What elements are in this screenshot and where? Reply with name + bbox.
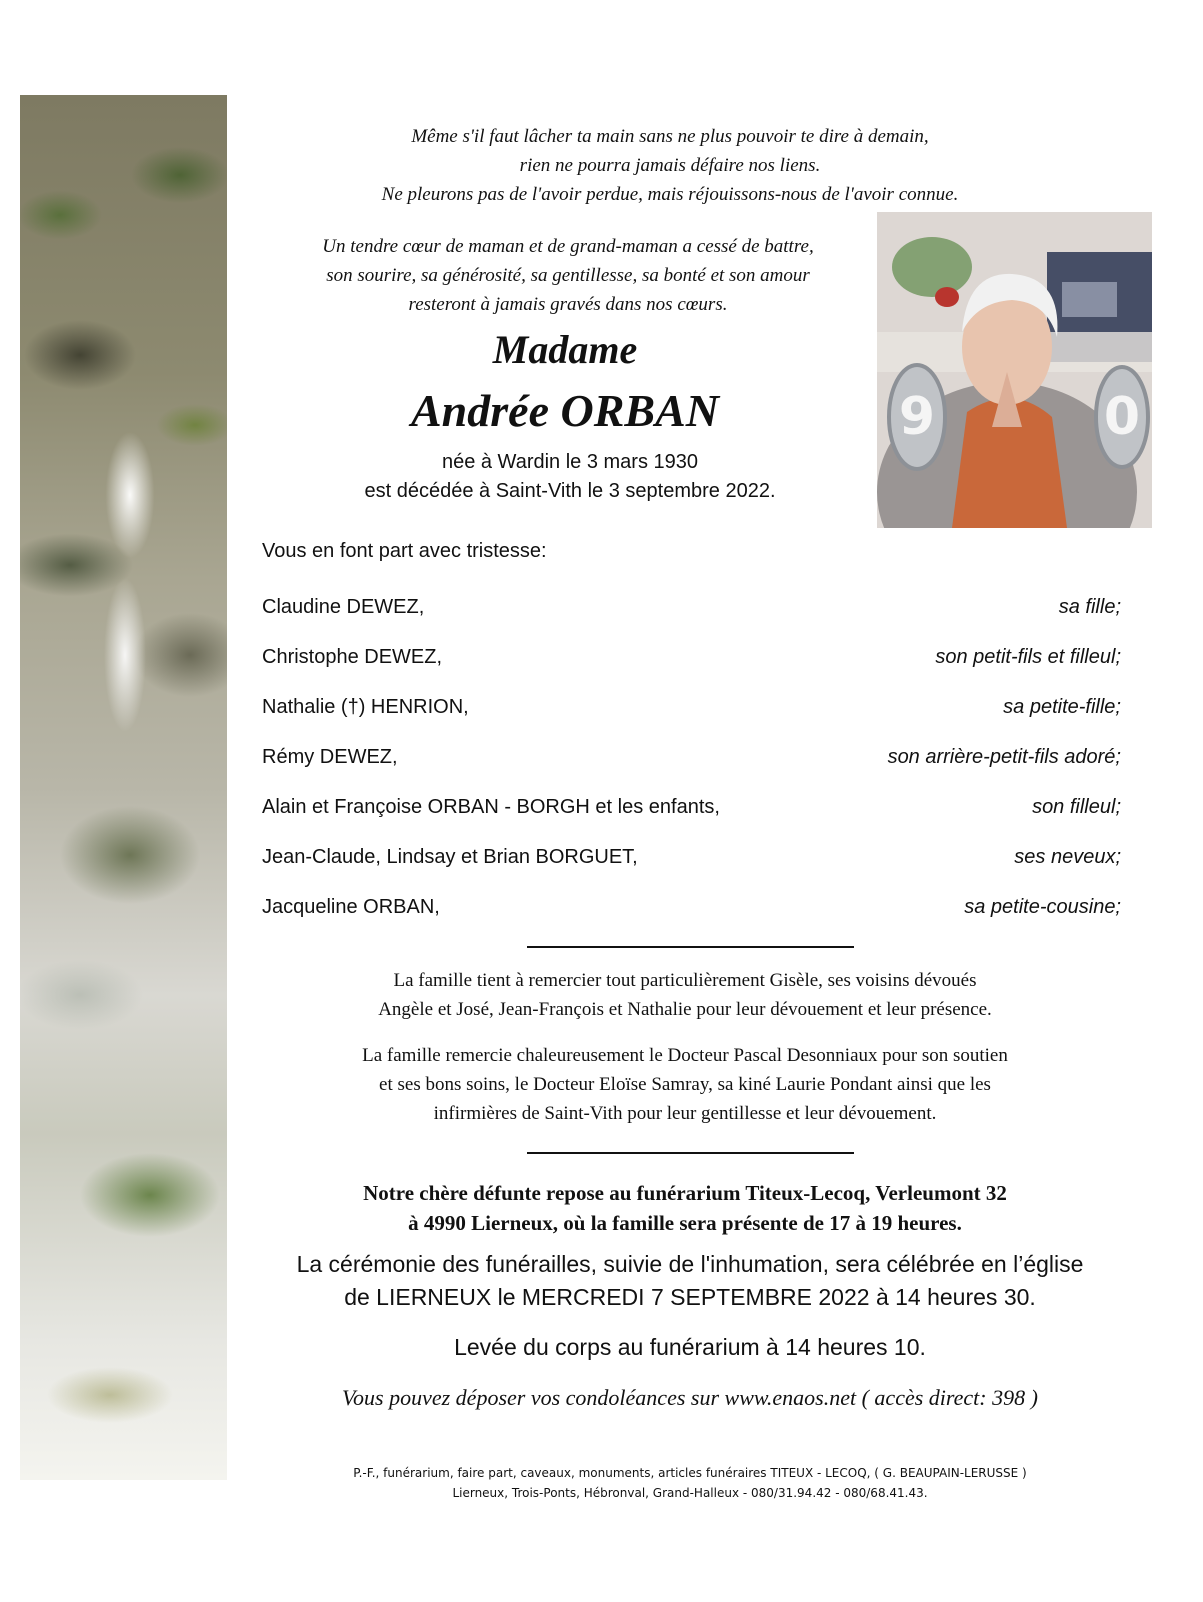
tribute-line: son sourire, sa générosité, sa gentillesse, sa bonté et son amour — [326, 265, 810, 286]
condolences-link[interactable]: Vous pouvez déposer vos condoléances sur www.enaos.net ( accès direct: 398 ) — [342, 1385, 1038, 1410]
ceremony-line: de LIERNEUX le MERCREDI 7 SEPTEMBRE 2022 à 14 heures 30. — [344, 1284, 1036, 1310]
death-line: est décédée à Saint-Vith le 3 septembre 2022. — [364, 480, 776, 502]
thanks-paragraph — [290, 1041, 1080, 1128]
family-row — [262, 896, 1121, 926]
family-row — [262, 796, 1121, 826]
poem-line: Même s'il faut lâcher ta main sans ne plus pouvoir te dire à demain, — [411, 126, 929, 147]
deceased-title: Madame — [492, 327, 638, 372]
repose-line: Notre chère défunte repose au funérarium Titeux-Lecoq, Verleumont 32 — [363, 1181, 1007, 1205]
family-member-name: Nathalie (†) HENRION, — [262, 696, 469, 718]
portrait-illustration — [877, 212, 1152, 528]
poem-line: rien ne pourra jamais défaire nos liens. — [519, 155, 821, 176]
tribute — [258, 232, 878, 319]
thanks-line: La famille tient à remercier tout particulièrement Gisèle, ses voisins dévoués — [393, 970, 977, 991]
deceased-name: Andrée ORBAN — [411, 385, 719, 436]
balloon-digit: 9 — [898, 387, 936, 447]
divider — [527, 1152, 854, 1154]
family-intro: Vous en font part avec tristesse: — [262, 540, 547, 562]
family-member-relation: son petit-fils et filleul; — [935, 646, 1121, 668]
family-member-name: Rémy DEWEZ, — [262, 746, 398, 768]
levee-info: Levée du corps au funérarium à 14 heures 10. — [454, 1334, 926, 1360]
repose-info — [240, 1178, 1130, 1238]
deceased-dates — [320, 448, 820, 506]
thanks-line: La famille remercie chaleureusement le Docteur Pascal Desonniaux pour son soutien — [362, 1045, 1008, 1066]
family-member-relation: sa petite-fille; — [1003, 696, 1121, 718]
family-member-relation: sa fille; — [1058, 596, 1121, 618]
family-row — [262, 846, 1121, 876]
poem-line: Ne pleurons pas de l'avoir perdue, mais réjouissons-nous de l'avoir connue. — [381, 184, 959, 205]
portrait-photo — [877, 212, 1152, 528]
footer-line: P.-F., funérarium, faire part, caveaux, monuments, articles funéraires TITEUX - LECOQ, ( G. BEAUPAIN-LERUSSE ) — [353, 1466, 1027, 1480]
family-member-name: Jacqueline ORBAN, — [262, 896, 440, 918]
thanks-paragraph — [290, 966, 1080, 1024]
family-member-name: Jean-Claude, Lindsay et Brian BORGUET, — [262, 846, 638, 868]
divider — [527, 946, 854, 948]
ceremony-info — [240, 1248, 1140, 1314]
thanks-line: infirmières de Saint-Vith pour leur gentillesse et leur dévouement. — [433, 1103, 937, 1124]
tribute-line: resteront à jamais gravés dans nos cœurs. — [408, 294, 728, 315]
thanks-line: et ses bons soins, le Docteur Eloïse Samray, sa kiné Laurie Pondant ainsi que les — [379, 1074, 991, 1095]
waterfall-decoration — [20, 95, 227, 1480]
family-member-relation: son arrière-petit-fils adoré; — [887, 746, 1121, 768]
family-row — [262, 596, 1121, 626]
family-member-relation: ses neveux; — [1014, 846, 1121, 868]
balloon-digit: 0 — [1103, 387, 1141, 447]
family-member-relation: son filleul; — [1032, 796, 1121, 818]
poem — [270, 122, 1070, 209]
repose-line: à 4990 Lierneux, où la famille sera présente de 17 à 19 heures. — [408, 1211, 962, 1235]
footer-line: Lierneux, Trois-Ponts, Hébronval, Grand-Halleux - 080/31.94.42 - 080/68.41.43. — [452, 1486, 928, 1500]
family-member-name: Christophe DEWEZ, — [262, 646, 443, 668]
ceremony-line: La cérémonie des funérailles, suivie de l'inhumation, sera célébrée en l’église — [296, 1251, 1084, 1277]
family-row — [262, 746, 1121, 776]
family-row — [262, 646, 1121, 676]
family-member-name: Alain et Françoise ORBAN - BORGH et les enfants, — [262, 796, 720, 818]
family-row — [262, 696, 1121, 726]
birth-line: née à Wardin le 3 mars 1930 — [441, 451, 699, 473]
thanks-line: Angèle et José, Jean-François et Nathalie pour leur dévouement et leur présence. — [378, 999, 992, 1020]
tribute-line: Un tendre cœur de maman et de grand-maman a cessé de battre, — [322, 236, 814, 257]
family-member-relation: sa petite-cousine; — [964, 896, 1121, 918]
family-member-name: Claudine DEWEZ, — [262, 596, 425, 618]
funeral-home-footer — [240, 1463, 1140, 1503]
